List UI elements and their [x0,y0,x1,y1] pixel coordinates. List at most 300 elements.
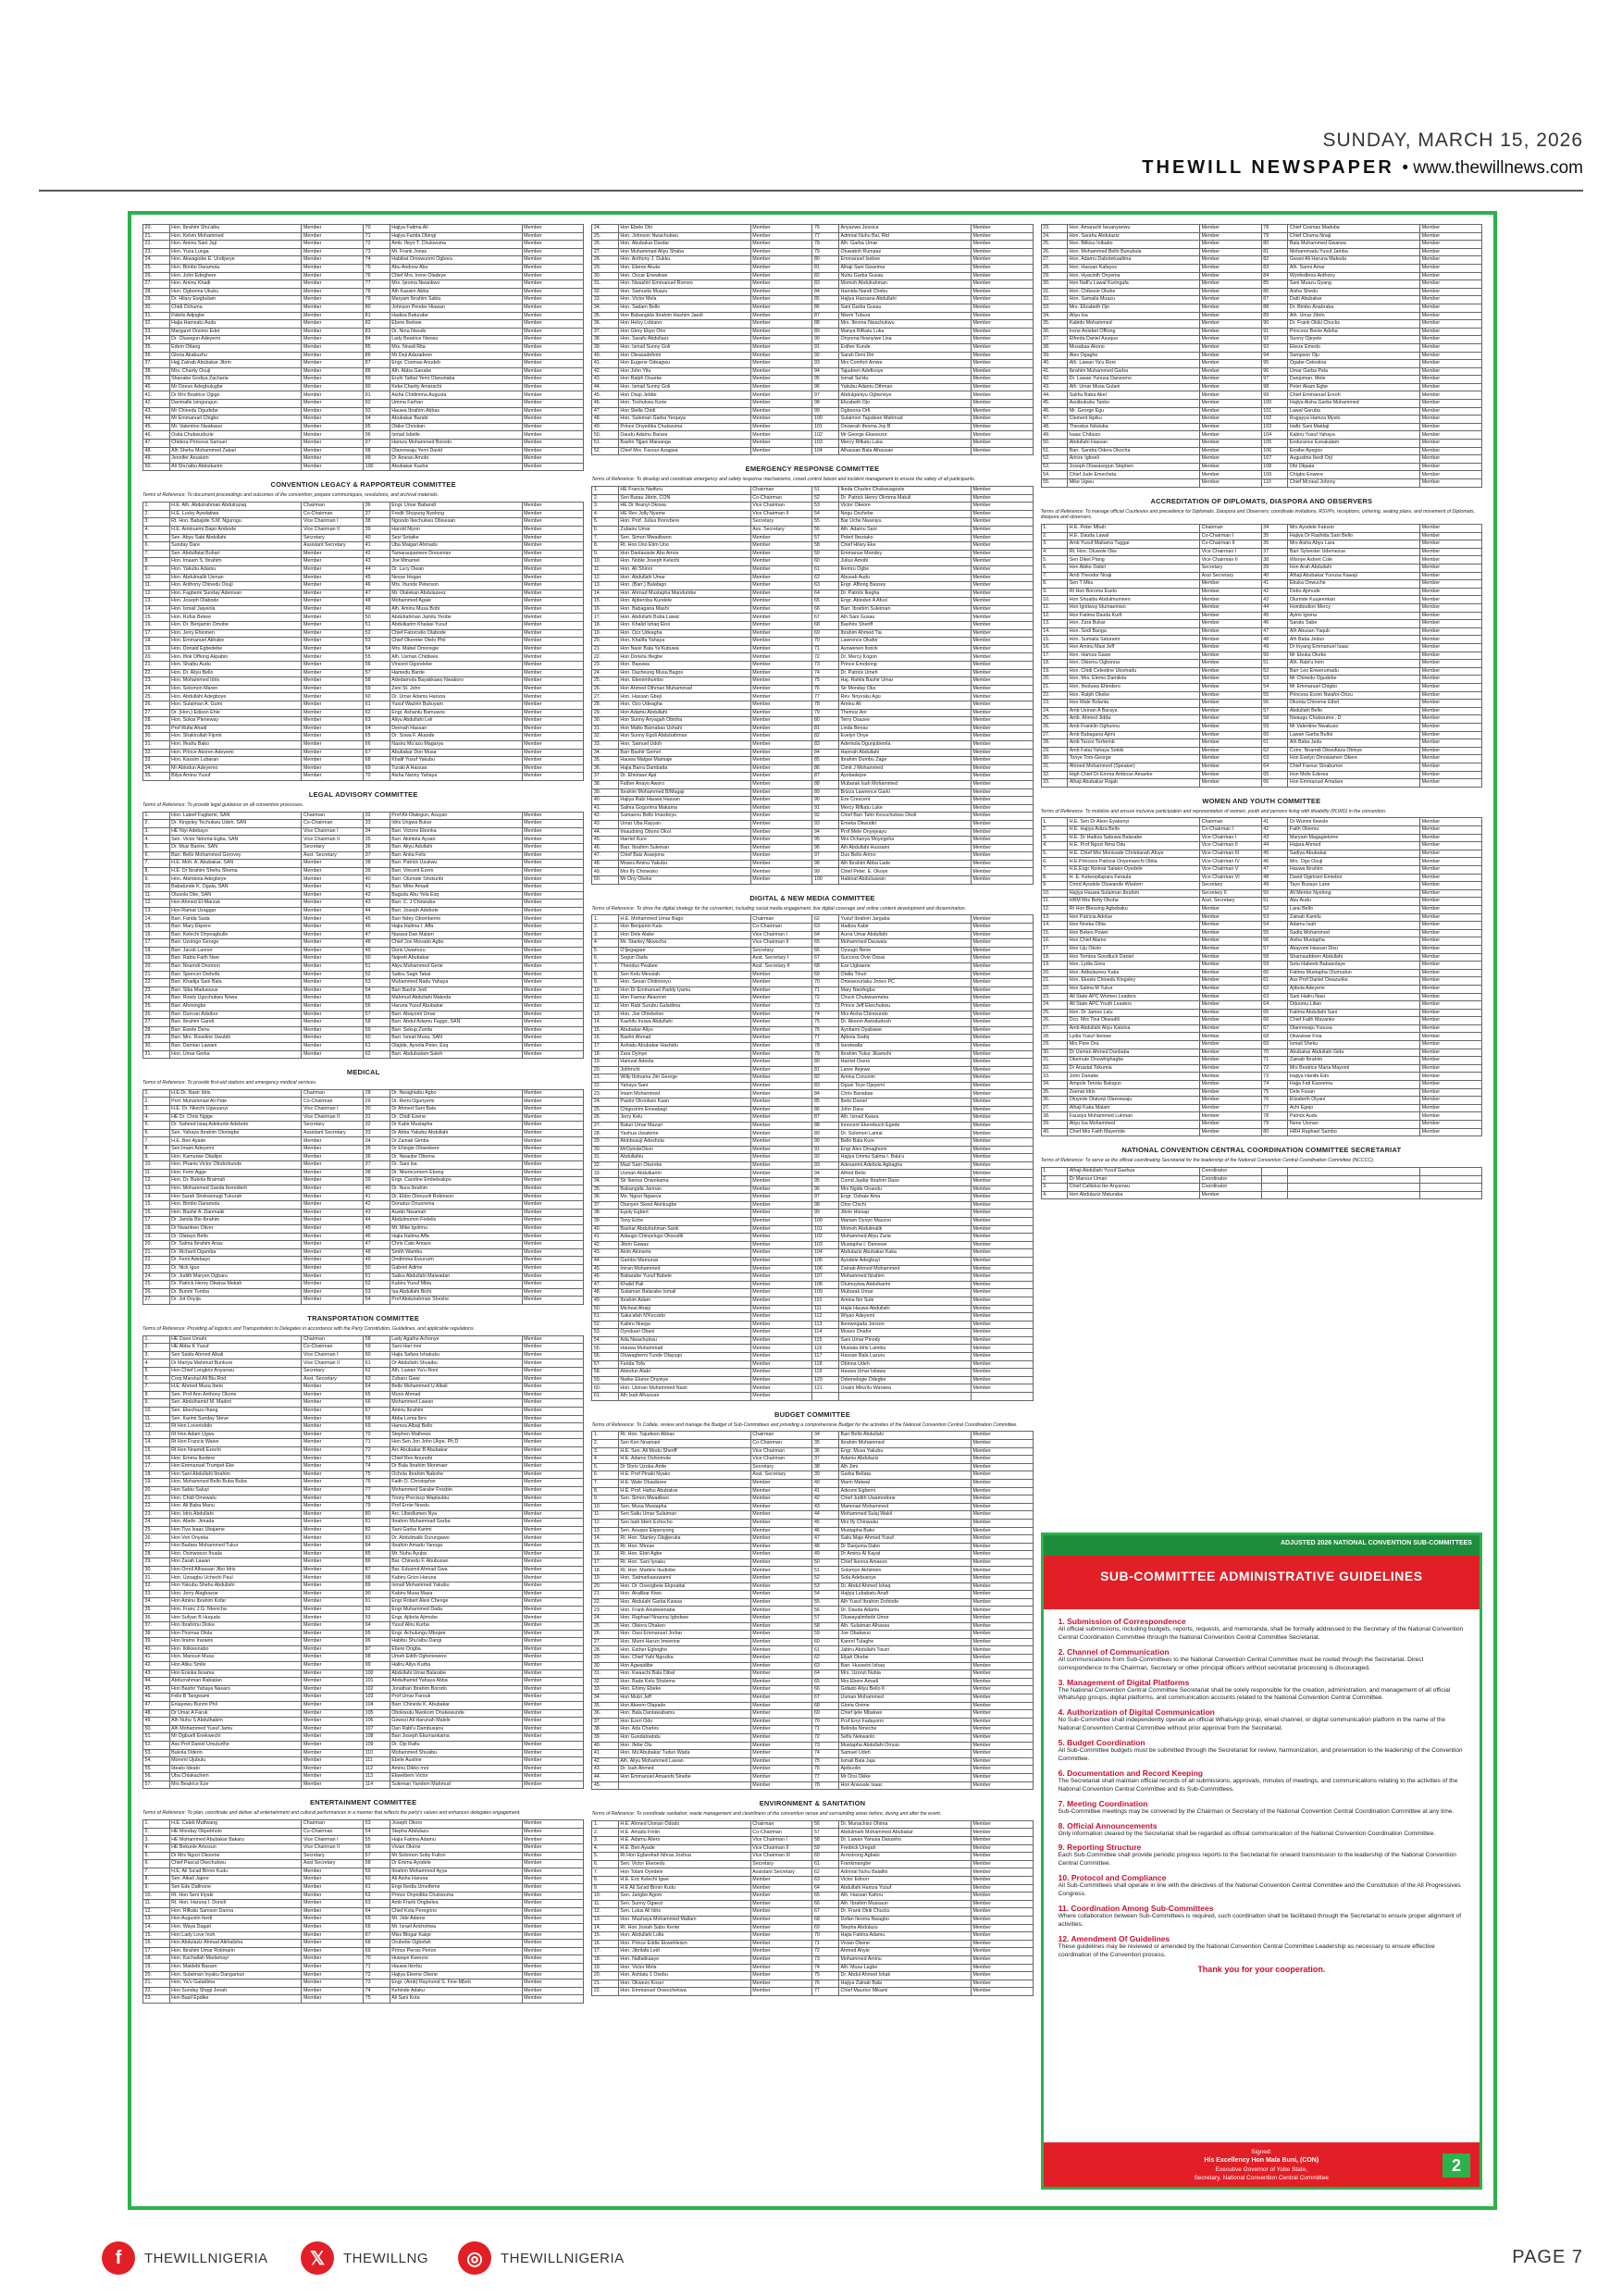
table-row [143,510,584,518]
table-cell: Hon. Victor Mela [618,1964,750,1972]
table-cell: Member [302,701,364,710]
table-cell: Mr Orsi Okike [839,1773,972,1781]
table-cell: Chairman [302,503,364,511]
table-cell: 12. [143,1423,170,1432]
table-cell: 6. [1041,565,1068,573]
table-cell: Member [1420,667,1482,676]
table-cell: 31. [143,740,170,749]
table-cell: Nasara Dan Malam [390,931,522,939]
table-row [1041,850,1481,858]
table-row [592,486,1033,494]
table-row [143,1153,584,1161]
table-cell: 31. [143,312,170,320]
table-cell: Member [522,1940,584,1948]
table-cell: 3. [143,1836,170,1844]
terms-of-reference: Terms of Reference: To manage official Courtesies and precedence for Diplomats, Diaspora and Observers; coordinate invitations, RSVPs, receptions, ushering, seating plans, and movement of Diplomats, diaspora and observers. [1040,508,1475,521]
table-cell: 7. [143,1137,170,1146]
table-cell: 91 [1261,328,1288,336]
table-cell: Member [750,1893,812,1901]
table-cell: Member [302,685,364,693]
table-cell: 43 [1261,834,1288,842]
table-cell: Dr Aminu Al Kayat [839,1551,972,1559]
table-cell: HE Bekunle Amosun [169,1844,302,1853]
table-cell: Manya Rifkatu Luka [839,328,972,336]
table-cell: Member [750,1090,812,1098]
table-cell: Hon. Amarachi Iwuanyanwu [1068,225,1200,233]
table-cell: 34 [812,1432,839,1440]
table-cell: 43. [592,376,619,384]
table-cell: Member [971,828,1033,837]
table-cell: Hajia Hauwa Abdullahi [839,1305,972,1313]
x-link[interactable] [301,2241,428,2275]
table-cell: Hajiya Dr Rashida Sani Bello [1288,532,1420,540]
table-row [592,860,1033,868]
table-cell: Seyi Sotaike [390,534,522,542]
table-row [143,1098,584,1106]
table-cell: Member [750,1360,812,1369]
table-cell: Akinbusuji Adeshola [618,1138,750,1147]
table-cell: HRH Raphael Sambo [1288,1128,1420,1136]
table-row [1041,540,1481,549]
table-cell: Member [302,860,364,868]
table-cell: Haliru Aliyu Kurba [390,1661,522,1669]
table-cell: 94 [812,1170,839,1178]
table-cell: 9. [143,1399,170,1408]
table-cell: Member [522,1351,584,1359]
table-row [592,629,1033,638]
table-row [143,320,584,329]
table-cell: 77 [1261,1104,1288,1112]
instagram-link[interactable] [458,2241,625,2275]
table-cell: 58 [364,1019,390,1027]
table-cell: Chris Banabas [839,1090,972,1098]
table-cell: Member [522,693,584,701]
table-cell: Member [302,1669,364,1678]
table-row [1041,1088,1481,1097]
table-cell: Zubaru Gwar [390,1375,522,1384]
table-cell: Member [302,1923,364,1931]
table-cell: Member [750,1932,812,1941]
table-cell: 20. [592,638,619,646]
table-cell: 72 [812,995,839,1003]
table-cell: Member [522,590,584,598]
table-cell: Hon. Chidi Celestine Ukomadu [1068,667,1200,676]
table-cell: Dr. Nick Iguo [169,1264,302,1272]
table-row [1041,636,1481,644]
terms-of-reference: Terms of Reference: To coordinate sanitation, waste management and cleanliness of the convention venue and surrounding areas before, during and after the event. [591,1811,942,1818]
table-cell: Hon. Ismail Sunny Goli [618,343,750,352]
table-row [592,955,1033,963]
table-cell: Dr. Nkemcemem Ebong [390,1169,522,1177]
table-cell: Member [971,1575,1033,1583]
table-cell: Member [522,1026,584,1035]
table-cell: Zara Oyinye [618,1050,750,1059]
table-cell: Member [522,1661,584,1669]
table-cell: Member [750,447,812,455]
facebook-link[interactable] [102,2241,268,2275]
table-cell: 17. [143,939,170,948]
table-cell: Member [1420,612,1482,620]
table-cell: Mrs Ngide Onaodu [839,1185,972,1194]
table-cell: Member [1420,241,1482,249]
table-cell: 73 [364,1455,390,1463]
table-cell: 13. [1041,620,1068,628]
table-cell: Asst Secretary [1200,572,1262,580]
table-row [592,1893,1033,1901]
table-cell: Hon. Raphael Nnanna Igbokwe [618,1615,750,1623]
table-cell: Member [971,1948,1033,1956]
table-cell: 23. [143,1510,170,1519]
table-cell: Member [1200,667,1262,676]
table-cell: Member [750,590,812,598]
table-cell: Hon. Hassan Kafayos [1068,264,1200,272]
table-cell: Chief Kola Peregrino [390,1907,522,1916]
table-cell: 65 [364,733,390,741]
masthead-rule [39,190,1583,192]
table-cell: Member [1200,431,1262,440]
table-cell: Member [971,931,1033,939]
table-cell: Member [302,749,364,757]
table-cell: 24. [592,1098,619,1107]
table-cell: Member [750,1194,812,1202]
table-cell: 22. [143,669,170,677]
table-cell: Member [302,225,364,233]
table-cell: Dr. Richard Ogamba [169,1248,302,1257]
table-cell: 45 [364,574,390,582]
guideline-item [1059,1821,1465,1839]
table-cell: 119 [812,1369,839,1377]
table-cell: 35. [143,1606,170,1614]
table-cell: Fausiya Mohammed Lukman [1068,1112,1200,1121]
table-cell: 18. [1041,660,1068,668]
table-cell: 61 [1261,977,1288,986]
table-cell: Member [1200,700,1262,708]
table-cell: Member [522,1900,584,1908]
table-cell: Chairman [750,1820,812,1829]
table-cell: 51. [1041,447,1068,455]
table-cell: 27. [592,693,619,701]
table-row [143,328,584,336]
table-cell: Member [302,605,364,614]
table-cell: Dr. Nma Nwudo [390,328,522,336]
table-row [592,352,1033,360]
table-cell: Member [750,1702,812,1710]
table-cell: Member [971,526,1033,534]
table-cell: Dr Umar A Faruk [169,1709,302,1718]
table-cell: 36 [364,503,390,511]
table-cell: Member [971,685,1033,693]
table-cell: 89 [812,788,839,797]
table-cell: Barr. Chinedu K. Abubakar [390,1701,522,1709]
table-row [143,304,584,312]
table-cell: Member [971,1853,1033,1861]
table-row [1041,556,1481,565]
table-cell: Ibrahim Adam [618,1297,750,1305]
table-cell: Hon Ramat Uzaggar [169,907,302,915]
table-cell: 97 [812,391,839,400]
table-cell: HE Mohammed Abubakar Bakaru [169,1836,302,1844]
table-row [592,1360,1033,1369]
table-cell: Rt. Hon. Sani Iyoaku [618,1558,750,1567]
table-row [143,1415,584,1423]
table-cell: Mohammed Lawan [390,1399,522,1408]
table-cell: Aisha Mustapha [1288,937,1420,946]
table-cell: 96 [364,1638,390,1646]
table-row [143,534,584,542]
table-row [1041,376,1481,384]
table-cell: 73 [1261,1073,1288,1081]
table-cell: Member [750,1265,812,1273]
table-cell: Ass. Secretary [750,526,812,534]
table-cell: Engr. Abiodun A Afusi [839,598,972,606]
table-cell: Ibeto Daniel [839,1098,972,1107]
table-cell: Onyoma Ifeanyiwe Lisa [839,336,972,344]
table-cell: 19. [143,1963,170,1971]
table-cell: 79 [1261,232,1288,241]
table-row [592,1988,1033,1996]
table-row [592,931,1033,939]
table-row [143,1264,584,1272]
table-cell: Member [750,558,812,566]
table-cell: Member [750,1726,812,1734]
table-row [592,1837,1033,1845]
table-cell: Member [971,939,1033,948]
table-cell: 112 [364,1765,390,1773]
table-cell: 66 [812,605,839,614]
table-cell: Armstrong Agbalo [839,1853,972,1861]
website-link[interactable]: • www.thewillnews.com [1402,158,1583,178]
table-cell: Hon. Ismail Sunny Goli [618,383,750,391]
table-cell: Member [971,1487,1033,1496]
table-cell: Dr. Nwaghiabu Agbo [390,1089,522,1098]
table-cell: 25. [143,693,170,701]
table-row [143,1042,584,1050]
table-cell: Member [1200,905,1262,913]
table-cell: Akim Akinsete [618,1249,750,1258]
table-row [143,1248,584,1257]
table-cell: Member [302,312,364,320]
table-cell: Prince Emobong [839,662,972,670]
table-cell: Member [302,1741,364,1749]
table-cell: Barr. Abdulsalam Saleh [390,1050,522,1059]
table-row [143,1971,584,1980]
table-cell: Member [302,1463,364,1471]
table-cell: Engr Robert Alexi Chenge [390,1598,522,1607]
table-cell: Member [971,1686,1033,1694]
table-cell: Member [522,1335,584,1344]
table-cell: Member [971,1511,1033,1520]
table-cell: 35. [592,1185,619,1194]
table-cell: 31. [143,1050,170,1059]
table-cell: Olusola Oke, SAN [169,891,302,900]
table-row [592,550,1033,558]
table-cell: Member [971,1456,1033,1464]
table-row [143,1169,584,1177]
table-row [592,1329,1033,1337]
table-cell [1288,1184,1420,1192]
table-cell: Member [971,1106,1033,1114]
table-cell: Hon. Umar Gerka [169,1050,302,1059]
table-cell: 72 [364,1446,390,1455]
table-row [1041,620,1481,628]
table-cell: Sen Ken Nnamani [618,1439,750,1447]
table-cell: 32. [143,1582,170,1591]
table-cell: Member [302,248,364,256]
table-cell: Member [522,1463,584,1471]
table-cell: 30. [143,1042,170,1050]
table-cell: Tonye Tom-George [1068,755,1200,763]
table-cell: Idris Ungwa Bukar [390,820,522,828]
table-cell: Dr. Patrick Henry Okwisa Mekah [169,1281,302,1289]
committee-title: CONVENTION LEGACY & RAPPORTEUR COMMITTEE [270,480,456,490]
table-cell: Member [522,1916,584,1924]
table-cell: Member [1420,580,1482,589]
table-cell: Dr. Bunmi Tumba [169,1288,302,1297]
table-cell: Tonny Preciscp Wapisubiu [390,1495,522,1503]
table-cell: Prof Mele Onyejeayu [839,828,972,837]
table-cell: Member [522,1836,584,1844]
table-cell: Hadiza Baturabe [390,312,522,320]
table-cell: 36. [143,1614,170,1622]
table-cell: 83 [364,328,390,336]
table-cell: Haruna Yusuf Abubakar [390,1002,522,1011]
table-row [592,1154,1033,1162]
table-cell: Hon. Abdulahi Garba Kwasa [618,1598,750,1607]
table-cell: Mrs. Mabel Omoregie [390,645,522,653]
table-cell: 5. [1041,850,1068,858]
table-cell: Member [971,1670,1033,1679]
table-cell: Member [971,1059,1033,1067]
table-cell: 82 [812,733,839,741]
table-row [592,1074,1033,1083]
table-cell: Oduomu Lilian [1288,1001,1420,1010]
table-cell: Member [971,1439,1033,1447]
table-cell: 93 [812,1161,839,1170]
table-cell: Member [750,979,812,987]
table-cell: Member [522,1749,584,1757]
table-cell: Member [522,582,584,590]
table-cell: Ali Shu'aibu Abdulkarim [169,463,302,471]
table-row [143,400,584,408]
table-cell: 39 [364,1177,390,1185]
table-cell: Member [522,1011,584,1019]
table-cell: Abdulaziz Abubakar Kaka [839,1249,972,1258]
table-row [1041,264,1481,272]
table-cell: Member [1420,463,1482,471]
table-cell: Hon. Joe Ohiebelen [618,1011,750,1019]
table-cell: Member [750,1273,812,1282]
table-cell: 2. [1041,826,1068,835]
table-cell: 86 [1261,288,1288,296]
table-cell: Member [1200,644,1262,652]
table-cell: Coordinator [1200,1184,1262,1192]
table-cell: Member [302,1718,364,1726]
table-cell: Member [1420,360,1482,368]
table-cell: Vice Chairman I [302,827,364,836]
table-cell: Member [302,1892,364,1900]
table-cell: 7. [1041,572,1068,580]
table-row [1041,1191,1481,1199]
table-cell: Hon. Ekezie Chinedu Kingsley [1068,977,1200,986]
table-cell: Member [971,876,1033,885]
table-row [143,1709,584,1718]
table-cell: Dr. Isah Ahmed [618,1766,750,1774]
table-cell: 5. [592,518,619,527]
table-cell: 98 [364,447,390,455]
table-row [1041,700,1481,708]
table-row [592,256,1033,265]
table-cell: Member [750,1225,812,1234]
table-cell: Member [1420,779,1482,788]
table-cell: Barr. Rowly Ugochukwu Nnwa [169,995,302,1003]
table-cell: Member [1200,423,1262,431]
table-cell: 36. [1041,328,1068,336]
table-row [592,534,1033,542]
table-cell: Member [522,1883,584,1892]
table-cell: Member [750,367,812,376]
table-cell: 116 [812,1345,839,1353]
table-row [143,1019,584,1027]
table-cell: Member [302,629,364,638]
table-cell: Duo Bello Arimo [839,852,972,861]
table-cell: 1. [143,1820,170,1829]
table-cell: Hajiya Rabi Hauwa Hassan [618,797,750,805]
table-cell: Mr. Olalekan Abdulazeez [390,590,522,598]
table-cell: Alh Abdullahi Hussaini [839,844,972,852]
table-cell: Hon Sarah Shekwonugi Tukurah [169,1193,302,1201]
table-cell: Member [1200,676,1262,684]
table-cell: Hon Favour Akaomm [618,995,750,1003]
table-row [143,1011,584,1019]
table-cell: Hon. Abdullahi Buba Lawal [618,614,750,622]
table-cell: 74 [812,1964,839,1972]
table-cell: Member [750,574,812,582]
table-cell: Eruhi Taibat Yemi Olarunlaba [390,376,522,384]
table-row [1041,763,1481,771]
table-cell: Sani Umar Pinody [839,1336,972,1345]
table-cell: Tony Eche [618,1217,750,1225]
table-cell: Sen Saidu Ahmed Alkali [169,1351,302,1359]
table-cell: Hon. Chidi Omewalu [169,1495,302,1503]
table-cell: Member [302,1534,364,1543]
guideline-text: Where collaboration between Sub-Committees is required, such coordination shall be facilitated through the Secretariat to ensure proper alignment of activities. [1058,1913,1462,1928]
table-cell: Member [302,1423,364,1432]
table-cell: Dr Mrs Ngozi Okoome [169,1852,302,1860]
table-cell: 94 [812,367,839,376]
table-cell: H.E. Dr. Nkechi Ugwuanyi [169,1106,302,1114]
table-cell: 27. [1041,731,1068,739]
table-cell: 74 [364,256,390,265]
table-cell: Member [302,1288,364,1297]
table-cell: 21. [143,232,170,241]
table-cell: 16. [143,1940,170,1948]
table-row [1041,771,1481,779]
table-row [592,1019,1033,1027]
table-cell: 12. [592,1908,619,1917]
table-row [143,827,584,836]
table-cell: Sen Isah Idem Echocho [618,1519,750,1527]
table-cell: Member [750,653,812,662]
table-cell: Member [302,590,364,598]
table-row [1041,612,1481,620]
table-row [592,1114,1033,1123]
table-cell: 57 [812,534,839,542]
table-cell: 2. [1041,532,1068,540]
table-cell: Member [971,1114,1033,1123]
table-cell: Secretary [750,1463,812,1471]
table-cell: 86 [812,1106,839,1114]
table-cell: Khalif Yusuf Yakubu [390,757,522,765]
